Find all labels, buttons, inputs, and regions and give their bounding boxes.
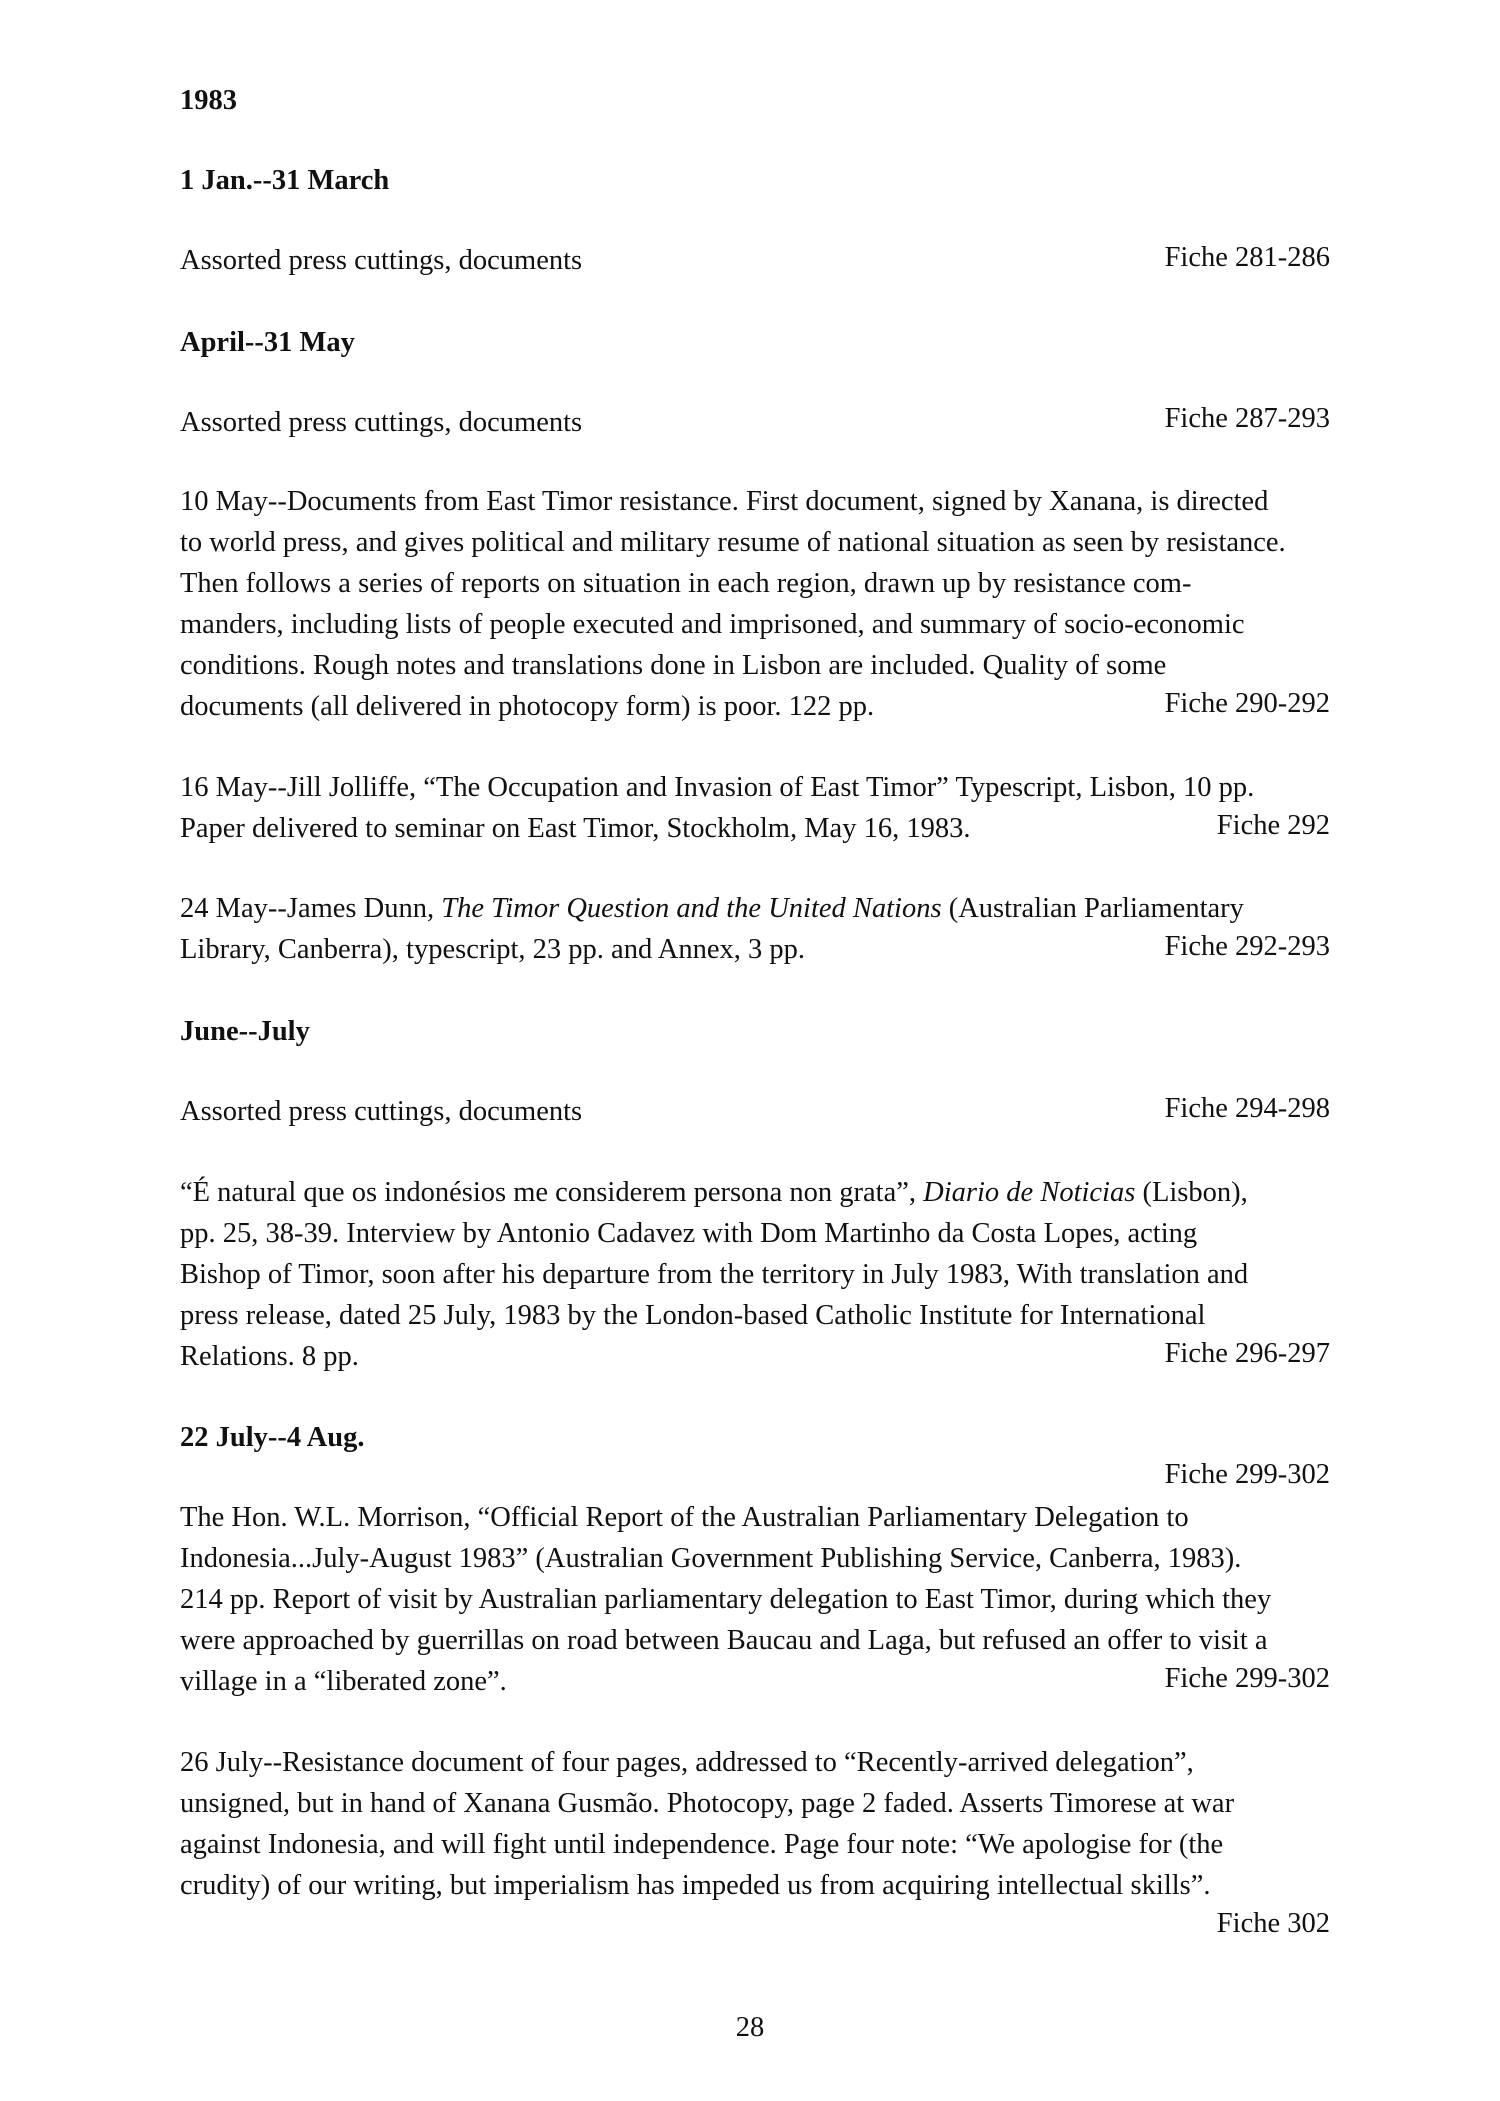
entry-line: documents (all delivered in photocopy form) is poor. 122 pp. (180, 691, 875, 722)
entry-line: 26 July--Resistance document of four pages, addressed to “Recently-arrived delegation”, (180, 1747, 1194, 1778)
entry-line: crudity) of our writing, but imperialism has impeded us from acquiring intellectual skills”. (180, 1870, 1211, 1901)
fiche-ref: Fiche 290-292 (1164, 688, 1330, 719)
entry-line: Relations. 8 pp. (180, 1341, 359, 1372)
section-heading: 1 Jan.--31 March (180, 165, 390, 196)
section-heading: June--July (180, 1016, 310, 1047)
entry-line: press release, dated 25 July, 1983 by the London-based Catholic Institute for International (180, 1300, 1206, 1331)
section-heading: April--31 May (180, 327, 355, 358)
work-title: The Timor Question and the United Nations (441, 893, 942, 924)
fiche-ref: Fiche 294-298 (1164, 1093, 1330, 1124)
section-heading: 22 July--4 Aug. (180, 1422, 365, 1453)
entry-line: Bishop of Timor, soon after his departure from the territory in July 1983, With translation and (180, 1259, 1249, 1290)
entry-line: village in a “liberated zone”. (180, 1666, 507, 1697)
entry-line: manders, including lists of people executed and imprisoned, and summary of socio-economic (180, 609, 1245, 640)
fiche-ref: Fiche 302 (1216, 1908, 1330, 1939)
fiche-ref: Fiche 281-286 (1164, 242, 1330, 273)
year-heading: 1983 (180, 85, 237, 116)
entry-line: 10 May--Documents from East Timor resistance. First document, signed by Xanana, is directed (180, 486, 1269, 517)
fiche-ref: Fiche 287-293 (1164, 403, 1330, 434)
entry-line: unsigned, but in hand of Xanana Gusmão. Photocopy, page 2 faded. Asserts Timorese at war (180, 1788, 1235, 1819)
entry-line: 16 May--Jill Jolliffe, “The Occupation and Invasion of East Timor” Typescript, Lisbon, 10 pp. (180, 772, 1255, 803)
entry-line: Library, Canberra), typescript, 23 pp. and Annex, 3 pp. (180, 934, 805, 965)
entry-text: Assorted press cuttings, documents (180, 407, 583, 438)
entry-line: 24 May--James Dunn, The Timor Question and the United Nations (Australian Parliamentary (180, 893, 1244, 924)
entry-text: Assorted press cuttings, documents (180, 245, 583, 276)
work-title: Diario de Noticias (923, 1177, 1136, 1208)
entry-line: Indonesia...July-August 1983” (Australian Government Publishing Service, Canberra, 1983). (180, 1543, 1242, 1574)
entry-line: Paper delivered to seminar on East Timor, Stockholm, May 16, 1983. (180, 813, 971, 844)
page-number: 28 (735, 2012, 765, 2043)
entry-text: Assorted press cuttings, documents (180, 1096, 583, 1127)
entry-line: pp. 25, 38-39. Interview by Antonio Cadavez with Dom Martinho da Costa Lopes, acting (180, 1218, 1198, 1249)
entry-line: “É natural que os indonésios me considerem persona non grata”, Diario de Noticias (Lisbon), (180, 1177, 1248, 1208)
fiche-ref: Fiche 292 (1216, 810, 1330, 841)
entry-line: The Hon. W.L. Morrison, “Official Report of the Australian Parliamentary Delegation to (180, 1502, 1189, 1533)
entry-line: 214 pp. Report of visit by Australian parliamentary delegation to East Timor, during which they (180, 1584, 1272, 1615)
fiche-ref: Fiche 299-302 (1164, 1459, 1330, 1490)
fiche-ref: Fiche 296-297 (1164, 1338, 1330, 1369)
entry-line: against Indonesia, and will fight until independence. Page four note: “We apologise for (the (180, 1829, 1224, 1860)
entry-line: Then follows a series of reports on situation in each region, drawn up by resistance com- (180, 568, 1192, 599)
fiche-ref: Fiche 292-293 (1164, 931, 1330, 962)
entry-line: conditions. Rough notes and translations done in Lisbon are included. Quality of some (180, 650, 1167, 681)
entry-line: to world press, and gives political and military resume of national situation as seen by resistance. (180, 527, 1286, 558)
entry-line: were approached by guerrillas on road between Baucau and Laga, but refused an offer to visit a (180, 1625, 1268, 1656)
fiche-ref: Fiche 299-302 (1164, 1663, 1330, 1694)
